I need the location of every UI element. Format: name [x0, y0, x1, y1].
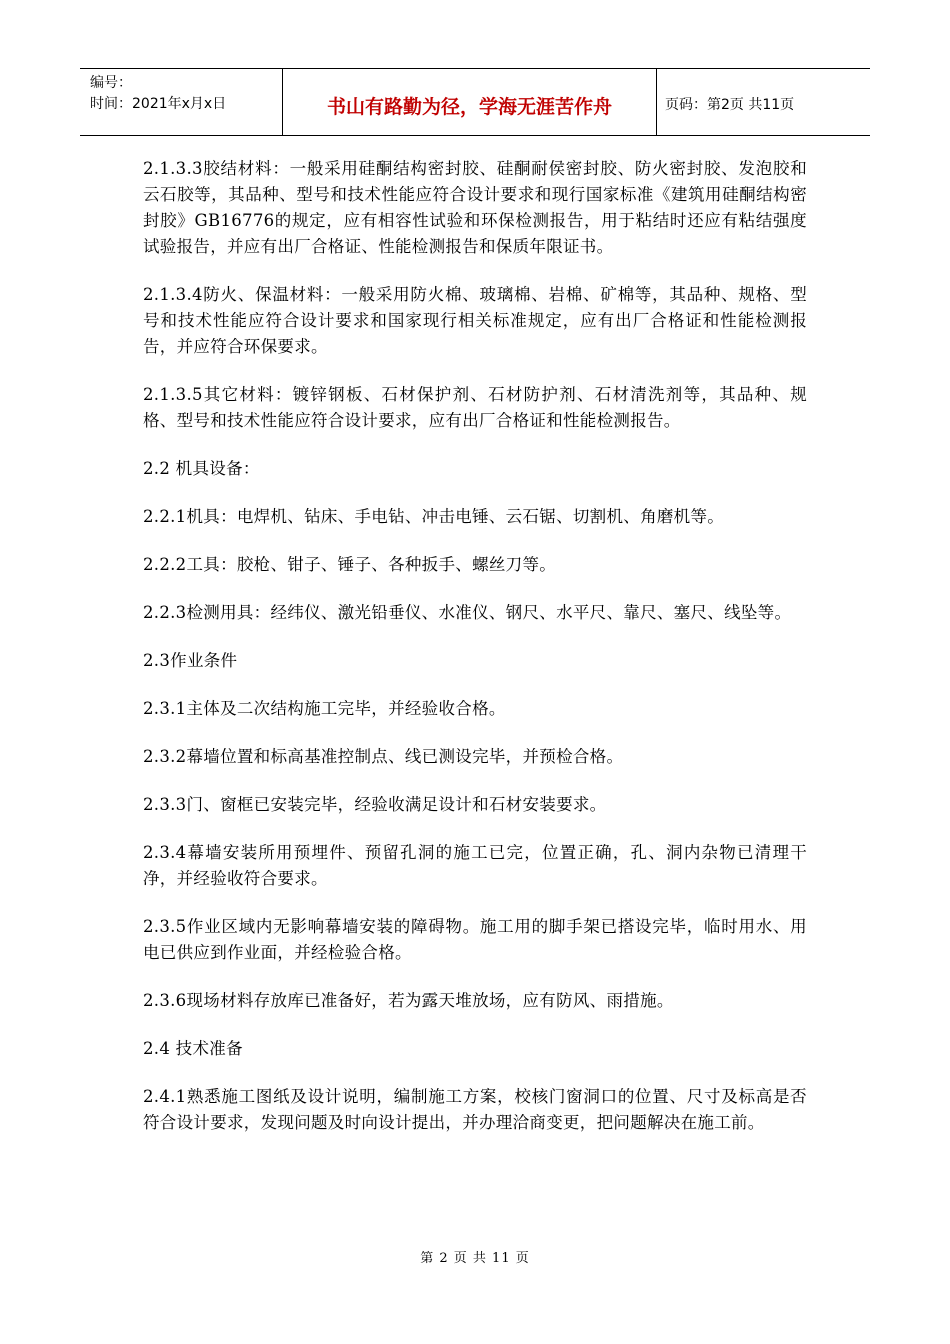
header-page-code: 页码：第2页 共11页	[665, 97, 795, 113]
paragraph-2-2-2: 2.2.2工具：胶枪、钳子、锤子、各种扳手、螺丝刀等。	[143, 555, 557, 574]
paragraph-2-2-3: 2.2.3检测用具：经纬仪、激光铅垂仪、水准仪、钢尺、水平尺、靠尺、塞尺、线坠等。	[143, 603, 792, 622]
paragraph-2-3-6: 2.3.6现场材料存放库已准备好，若为露天堆放场，应有防风、雨措施。	[143, 991, 674, 1010]
heading-2-2: 2.2 机具设备：	[143, 459, 260, 478]
paragraph-2-1-3-5: 2.1.3.5其它材料：镀锌钢板、石材保护剂、石材防护剂、石材清洗剂等，其品种、规格、型号和技术性能应符合设计要求，应有出厂合格证和性能检测报告。	[143, 385, 807, 430]
header-motto: 书山有路勤为径，学海无涯苦作舟	[283, 69, 657, 135]
header-meta	[80, 69, 283, 135]
heading-2-4: 2.4 技术准备	[143, 1039, 243, 1058]
heading-2-3: 2.3作业条件	[143, 651, 238, 670]
paragraph-2-2-1: 2.2.1机具：电焊机、钻床、手电钻、冲击电锤、云石锯、切割机、角磨机等。	[143, 507, 725, 526]
paragraph-2-3-5: 2.3.5作业区域内无影响幕墙安装的障碍物。施工用的脚手架已搭设完毕，临时用水、用电已供应到作业面，并经检验合格。	[143, 917, 807, 962]
paragraph-2-3-3: 2.3.3门、窗框已安装完毕，经验收满足设计和石材安装要求。	[143, 795, 607, 814]
page-header	[80, 68, 870, 136]
paragraph-2-4-1: 2.4.1熟悉施工图纸及设计说明，编制施工方案，校核门窗洞口的位置、尺寸及标高是否符合设计要求，发现问题及时向设计提出，并办理洽商变更，把问题解决在施工前。	[143, 1087, 807, 1132]
paragraph-2-1-3-4: 2.1.3.4防火、保温材料：一般采用防火棉、玻璃棉、岩棉、矿棉等，其品种、规格、型号和技术性能应符合设计要求和国家现行相关标准规定，应有出厂合格证和性能检测报告，并应符合环保要求。	[143, 285, 807, 356]
paragraph-2-1-3-3: 2.1.3.3胶结材料：一般采用硅酮结构密封胶、硅酮耐侯密封胶、防火密封胶、发泡胶和云石胶等，其品种、型号和技术性能应符合设计要求和现行国家标准《建筑用硅酮结构密封胶》GB16776的规定，应有相容性试验和环保检测报告，用于粘结时还应有粘结强度试验报告，并应有出厂合格证、性能检测报告和保质年限证书。	[143, 159, 807, 256]
page-footer-number: 第 2 页 共 11 页	[420, 1251, 530, 1266]
document-body	[143, 156, 807, 1158]
paragraph-2-3-2: 2.3.2幕墙位置和标高基准控制点、线已测设完毕，并预检合格。	[143, 747, 624, 766]
document-time-label: 时间：2021年x月x日	[90, 96, 227, 112]
paragraph-2-3-4: 2.3.4幕墙安装所用预埋件、预留孔洞的施工已完，位置正确，孔、洞内杂物已清理干净，并经验收符合要求。	[143, 843, 807, 888]
paragraph-2-3-1: 2.3.1主体及二次结构施工完毕，并经验收合格。	[143, 699, 506, 718]
document-number-label: 编号：	[90, 75, 132, 91]
